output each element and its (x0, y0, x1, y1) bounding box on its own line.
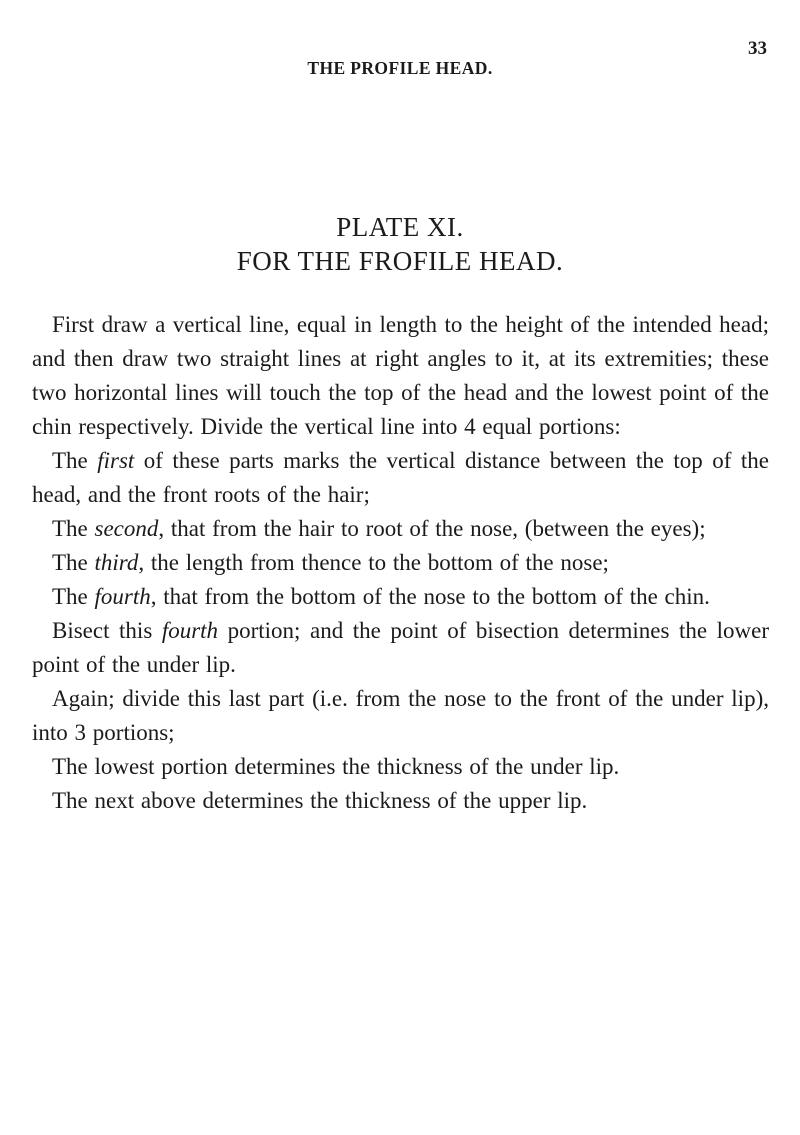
text-run: Bisect this (52, 618, 162, 643)
body-text (32, 308, 769, 818)
paragraph (32, 682, 769, 750)
text-run: The lowest portion determines the thickness of the under lip. (52, 754, 620, 779)
running-header: THE PROFILE HEAD. (307, 58, 493, 78)
paragraph (32, 784, 769, 818)
paragraph (32, 750, 769, 784)
paragraph (32, 444, 769, 512)
text-run: , that from the bottom of the nose to the bottom of the chin. (150, 584, 710, 609)
text-run: of these parts marks the vertical distance between the top of the head, and the front roots of the hair; (32, 448, 769, 507)
text-run: Again; divide this last part (i.e. from the nose to the front of the under lip), into 3 portions; (32, 686, 769, 745)
text-run: The next above determines the thickness of the upper lip. (52, 788, 588, 813)
text-run: , that from the hair to root of the nose, (between the eyes); (158, 516, 706, 541)
plate-title-line1: PLATE XI. (336, 212, 464, 242)
italic-term: fourth (94, 584, 151, 609)
paragraph (32, 512, 769, 546)
plate-title-line2: FOR THE FROFILE HEAD. (236, 246, 564, 276)
italic-term: second (94, 516, 159, 541)
text-run: The (52, 516, 95, 541)
paragraph (32, 580, 769, 614)
page-number: 33 (748, 38, 767, 59)
text-run: The (52, 550, 95, 575)
italic-term: third (94, 550, 139, 575)
text-run: First draw a vertical line, equal in length to the height of the intended head; and then draw two straight lines at right angles to it, at its extremities; these two horizontal lines will touch the top of the head and the lowest point of the chin respectively. Divide the vertical line into 4 equal portions: (32, 312, 769, 439)
text-run: portion; and the point of bisection determines the lower point of the under lip. (32, 618, 769, 677)
italic-term: fourth (161, 618, 219, 643)
text-run: , the length from thence to the bottom of the nose; (138, 550, 609, 575)
text-run: The (52, 584, 95, 609)
paragraph (32, 614, 769, 682)
plate-title (0, 210, 800, 278)
paragraph (32, 546, 769, 580)
text-run: The (52, 448, 98, 473)
italic-term: first (97, 448, 135, 473)
paragraph (32, 308, 769, 444)
